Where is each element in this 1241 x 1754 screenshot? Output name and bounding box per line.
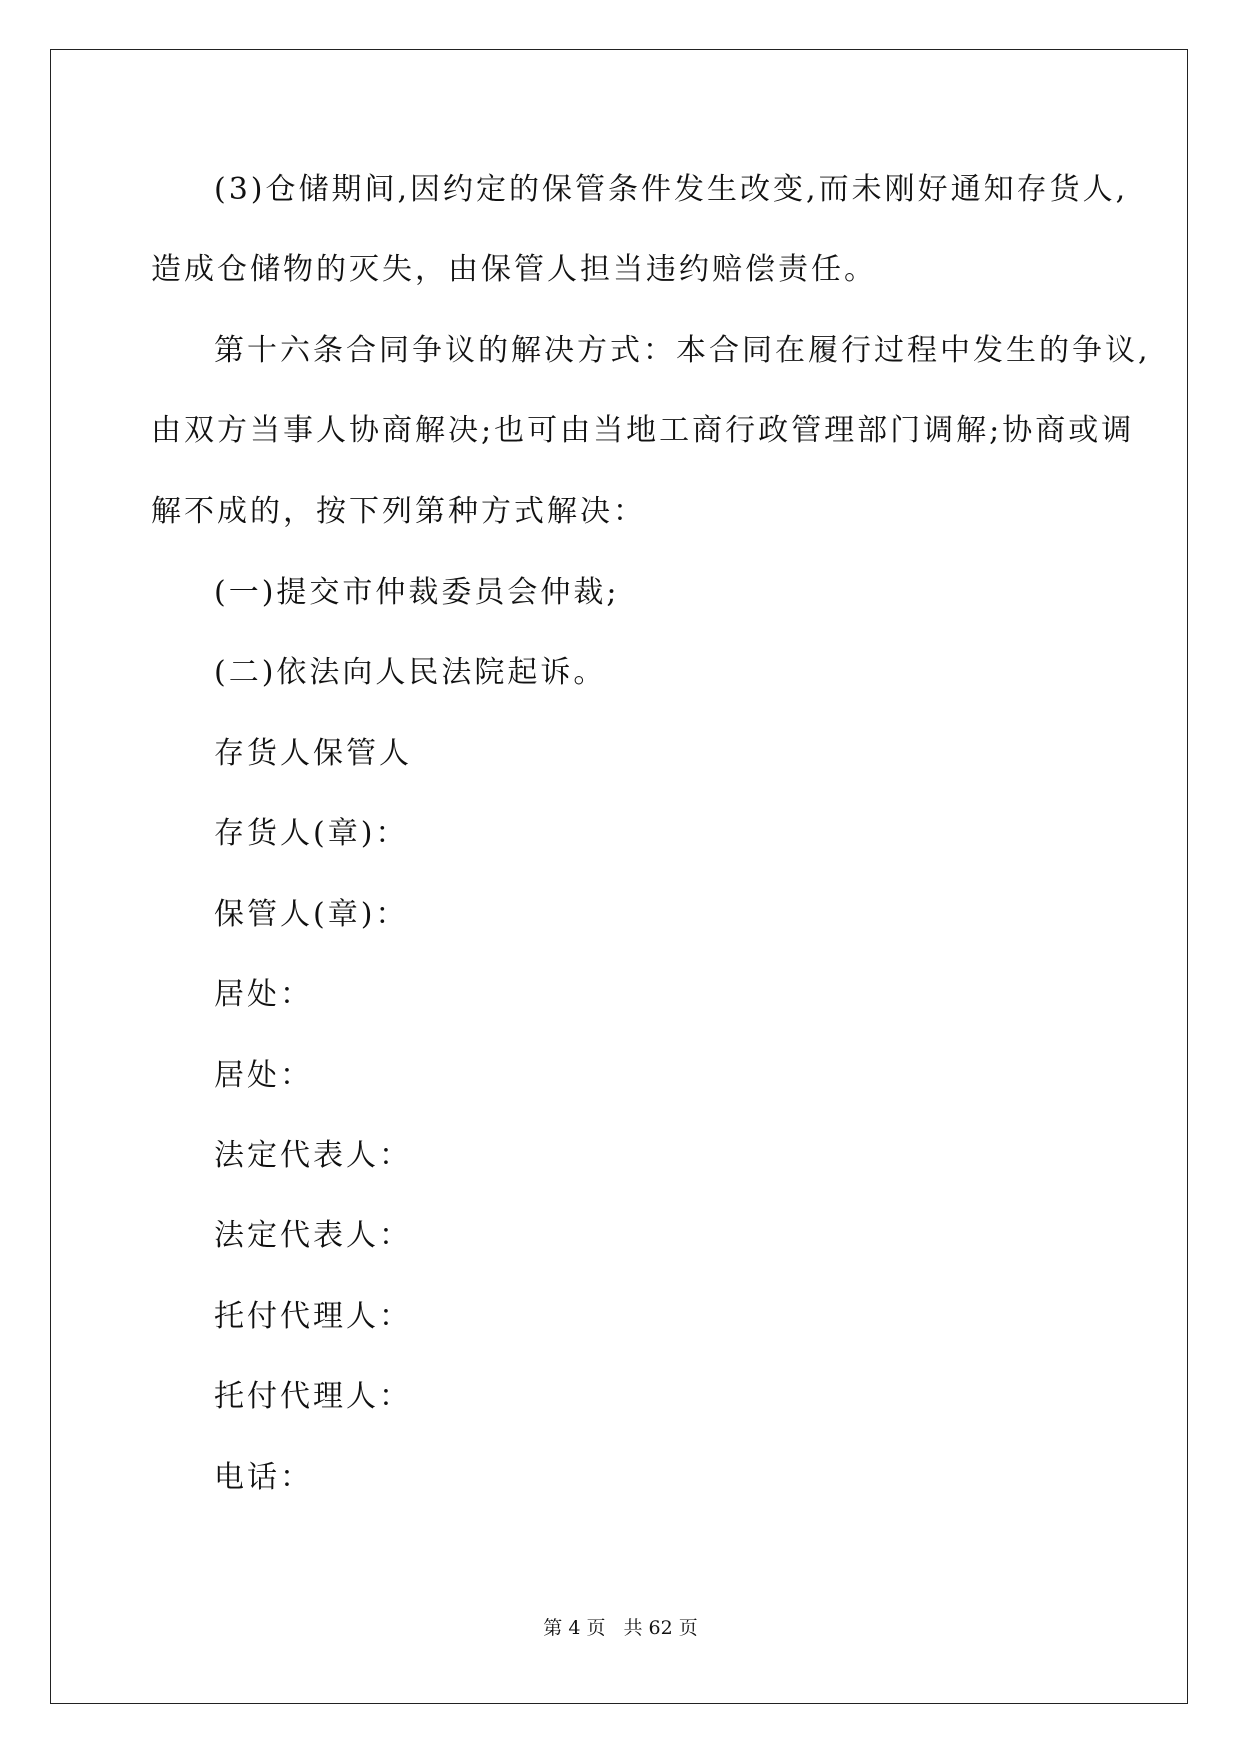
depositor-seal-field: 存货人(章)：: [214, 816, 409, 851]
paragraph-article-16-line-1: 第十六条合同争议的解决方式：本合同在履行过程中发生的争议,: [214, 333, 1151, 368]
paragraph-article-16-line-3: 解不成的，按下列第种方式解决：: [151, 494, 646, 529]
page-border: [50, 49, 1188, 1704]
custodian-legal-rep-field: 法定代表人：: [214, 1218, 412, 1253]
page-number: 第 4 页: [543, 1617, 606, 1639]
phone-field: 电话：: [214, 1460, 313, 1495]
paragraph-clause-3-line-1: (3)仓储期间,因约定的保管条件发生改变,而未刚好通知存货人,: [214, 172, 1129, 207]
depositor-legal-rep-field: 法定代表人：: [214, 1138, 412, 1173]
custodian-agent-field: 托付代理人：: [214, 1379, 412, 1414]
signatory-header: 存货人保管人: [214, 736, 412, 771]
page-footer: [0, 1616, 1241, 1640]
option-litigation: (二)依法向人民法院起诉。: [214, 655, 607, 690]
depositor-agent-field: 托付代理人：: [214, 1299, 412, 1334]
custodian-seal-field: 保管人(章)：: [214, 897, 409, 932]
option-arbitration: (一)提交市仲裁委员会仲裁;: [214, 575, 620, 610]
custodian-address-field: 居处：: [214, 1058, 313, 1093]
paragraph-clause-3-line-2: 造成仓储物的灭失，由保管人担当违约赔偿责任。: [151, 252, 877, 287]
page-total: 共 62 页: [623, 1617, 698, 1639]
depositor-address-field: 居处：: [214, 977, 313, 1012]
paragraph-article-16-line-2: 由双方当事人协商解决;也可由当地工商行政管理部门调解;协商或调: [151, 413, 1135, 448]
